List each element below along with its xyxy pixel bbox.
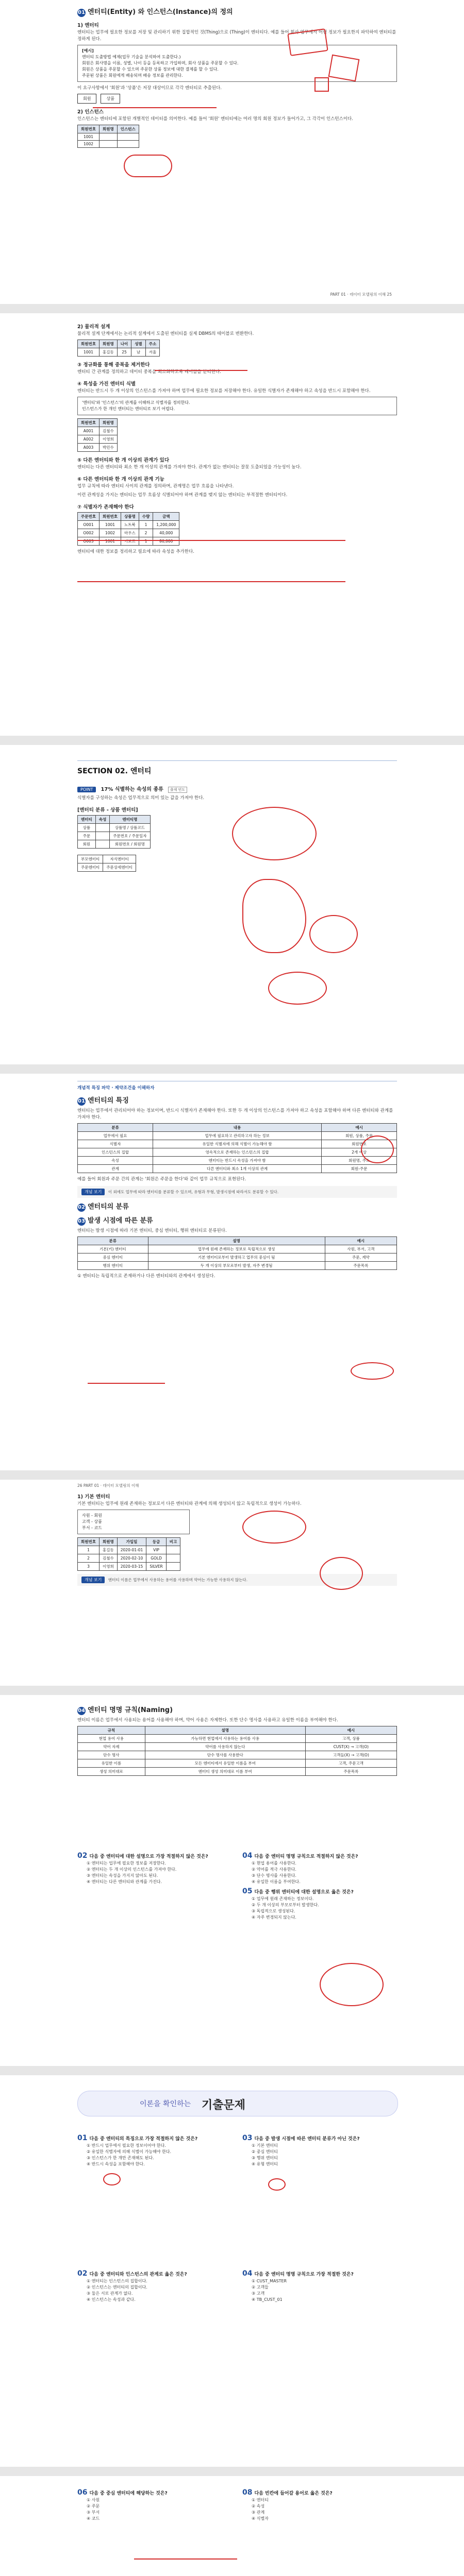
answer-option[interactable]: ① 엔터티는 업무에 필요한 정보를 저장한다.	[87, 1861, 166, 1866]
answer-option[interactable]: ② 엔터티는 두 개 이상의 인스턴스를 가져야 한다.	[87, 1867, 177, 1872]
answer-option[interactable]: ④ 자주 변경되지 않는다.	[252, 1915, 296, 1920]
circle-mark	[103, 2173, 121, 2185]
question: 05 다음 중 행위 엔터티에 대한 설명으로 옳은 것은? ① 업무에 원래 존재하는 정보이다. ② 두 개 이상의 부모로부터 발생한다. ③ 독립적으로 생성된다. ④ 자주 변경되지 않는다.	[242, 1888, 397, 1921]
question-column-right	[242, 2486, 397, 2576]
concept-note: 개념 보기 엔터티 이름은 업무에서 사용하는 용어를 사용하며 약어는 가능한 사용하지 않는다.	[77, 1574, 397, 1586]
answer-option[interactable]: ④ 코드	[87, 2516, 100, 2521]
page-1	[0, 0, 464, 304]
answer-option[interactable]: ④ 유일한 이름을 부여한다.	[252, 1879, 301, 1884]
underline-mark	[134, 2558, 237, 2560]
page-5	[0, 1480, 464, 1686]
question: 01 다음 중 엔터티의 특징으로 가장 적절하지 않은 것은? ① 반드시 업무에서 필요한 정보이어야 한다. ② 유일한 식별자에 의해 식별이 가능해야 한다. ③ 인스턴스가 한 개만 존재해도 된다. ④ 반드시 속성을 포함해야 한다.	[77, 2135, 232, 2167]
answer-option[interactable]: ④ 엔터티는 다른 엔터티와 관계를 가진다.	[87, 1879, 162, 1884]
paragraph: 엔터티는 반드시 두 개 이상의 인스턴스를 가져야 하며 업무에 필요한 정보를 저장해야 한다. 유일한 식별자가 존재해야 하고 속성을 반드시 포함해야 한다.	[77, 388, 371, 394]
section-heading: SECTION 02. 엔터티	[77, 767, 152, 775]
page-6	[0, 1695, 464, 2066]
page-gap	[0, 736, 464, 745]
answer-option[interactable]: ③ 행위 엔터티	[252, 2156, 278, 2160]
question-column-left	[77, 2486, 232, 2576]
subheading: [엔터티 분류 - 상품 엔터티]	[77, 807, 138, 813]
paragraph: 엔터티는 발생 시점에 따라 기본 엔터티, 중심 엔터티, 행위 엔터티로 분류된다.	[77, 1228, 227, 1233]
answer-option[interactable]: ③ 단수 명사를 사용한다.	[252, 1873, 296, 1878]
question: 02 다음 중 엔터티에 대한 설명으로 가장 적절하지 않은 것은? ① 엔터티는 업무에 필요한 정보를 저장한다. ② 엔터티는 두 개 이상의 인스턴스를 가져야 한다. ③ 엔터티는 속성을 가지지 않아도 된다. ④ 엔터티는 다른 엔터티와 관계를 가진다.	[77, 1853, 232, 1885]
table: 회원번호 회원명 나이 성별 주소 1001 홍길동 25 남 서울	[77, 340, 160, 357]
answer-option[interactable]: ④ 인스턴스는 속성과 같다.	[87, 2297, 136, 2302]
answer-option[interactable]: ② 인스턴스는 엔터티의 집합이다.	[87, 2285, 147, 2290]
question-column-left	[77, 2132, 232, 2306]
page-gap	[0, 1064, 464, 1074]
table: 회원번호 회원명 A001 김철수 A002 이영희 A003 박민수	[77, 418, 118, 452]
feature-table: 분류 내용 예시 업무에서 필요 업무에 필요하고 관리하고자 하는 정보 회원, 상품, 주문 식별자 유일한 식별자에 의해 식별이 가능해야 함 회원번호 인스턴스의 집합 영속적으로 존재하는 인스턴스의 집합 2개 이상 속성 엔터티는 반드시 속성을 가져야 함 회원명, 주소 관계 다른 엔터티와 최소 1개 이상의 관계 회원-주문	[77, 1123, 397, 1173]
circle-mark	[309, 915, 358, 953]
circle-mark	[320, 1963, 384, 2006]
paragraph: 엔터티는 다른 엔터티와 최소 한 개 이상의 관계를 가져야 한다. 관계가 없는 엔터티는 잘못 도출되었을 가능성이 높다.	[77, 465, 302, 470]
page-label: 26 PART 01 · 데이터 모델링의 이해	[77, 1483, 139, 1488]
section-title: 03 발생 시점에 따른 분류	[78, 1217, 153, 1225]
answer-option[interactable]: ② 두 개 이상의 부모로부터 발생한다.	[252, 1903, 319, 1907]
answer-option[interactable]: ① 사원	[87, 2498, 100, 2502]
section-title: 01 엔터티의 특징	[78, 1097, 129, 1105]
answer-option[interactable]: ③ 부서	[87, 2510, 100, 2515]
paragraph: 엔터티에 대한 정보를 정리하고 필요에 따라 속성을 추가한다.	[77, 549, 194, 554]
subheading: 1) 기본 엔터티	[77, 1494, 110, 1500]
naming-table: 규칙 설명 예시 현업 용어 사용 가능하면 현업에서 사용하는 용어를 사용 고객, 상품 약어 자제 약어를 사용하지 않는다 CUST(X) → 고객(O) 단수 명사 단수 명사를 사용한다 고객들(X) → 고객(O) 유일한 이름 모든 엔터티에서 유일한 이름을 부여 고객, 주문고객 생성 의미대로 엔터티 생성 의미대로 이름 부여 주문목록	[77, 1726, 397, 1776]
page-4	[0, 1074, 464, 1470]
underline-mark	[77, 540, 345, 541]
paragraph: 인스턴스는 엔터티에 포함된 개별적인 데이터를 의미한다. 예를 들어 '회원' 엔터티에는 여러 명의 회원 정보가 들어가고, 그 각각이 인스턴스이다.	[77, 116, 353, 122]
answer-option[interactable]: ② 중심 엔터티	[252, 2149, 278, 2154]
answer-option[interactable]: ④ 식별자	[252, 2516, 269, 2521]
subheading: ⑦ 식별자가 존재해야 한다	[77, 504, 134, 510]
subheading: 2) 인스턴스	[77, 109, 104, 115]
concept-note: 개념 보기 이 외에도 업무에 따라 엔터티를 분류할 수 있으며, 유형과 무형, 발생시점에 따라서도 분류할 수 있다.	[77, 1186, 397, 1198]
page-8	[0, 2476, 464, 2576]
subheading: 2) 물리적 설계	[77, 324, 110, 330]
page-gap	[0, 304, 464, 313]
question: 02 다음 중 엔터티와 인스턴스의 관계로 옳은 것은? ① 엔터티는 인스턴스의 집합이다. ② 인스턴스는 엔터티의 집합이다. ③ 둘은 서로 관계가 없다. ④ 인스턴스는 속성과 같다.	[77, 2270, 232, 2303]
circle-mark	[242, 879, 306, 953]
circle-mark	[361, 1136, 394, 1163]
question: 04 다음 중 엔터티 명명 규칙으로 적절하지 않은 것은? ① 현업 용어를 사용한다. ② 약어를 적극 사용한다. ③ 단수 명사를 사용한다. ④ 유일한 이름을 부여한다.	[242, 1853, 397, 1885]
paragraph: ① 엔터티는 독립적으로 존재하거나 다른 엔터티와의 관계에서 생성된다.	[77, 1274, 216, 1279]
point-row: POINT 17% 식별하는 속성의 종류 출제 빈도	[77, 783, 397, 793]
banner-line: 개념적 특징 파악 · 제약조건을 이해하자	[77, 1086, 155, 1091]
paragraph: 엔터티 이름은 업무에서 사용되는 용어를 사용해야 하며, 약어 사용은 자제한다. 또한 단수 명사를 사용하고 유일한 이름을 부여해야 한다.	[77, 1718, 338, 1723]
subheading: ⑤ 다른 엔터티와 한 개 이상의 관계가 있다	[77, 457, 170, 463]
answer-option[interactable]: ① CUST_MASTER	[252, 2279, 287, 2283]
paragraph: 이 요구사항에서 '회원'과 '상품'은 저장 대상이므로 각각 엔터티로 추출된다.	[77, 86, 222, 91]
answer-option[interactable]: ③ 둘은 서로 관계가 없다.	[87, 2291, 133, 2296]
circle-mark	[232, 807, 317, 860]
answer-option[interactable]: ② 유일한 식별자에 의해 식별이 가능해야 한다.	[87, 2149, 172, 2154]
circle-mark	[242, 1511, 306, 1544]
answer-option[interactable]: ② 주문	[87, 2504, 100, 2509]
answer-option[interactable]: ③ 독립적으로 생성된다.	[252, 1909, 295, 1913]
question: 08 다음 빈칸에 들어갈 용어로 옳은 것은? ① 엔터티 ② 속성 ③ 관계 ④ 식별자	[242, 2489, 397, 2522]
answer-option[interactable]: ① 엔터티	[252, 2498, 269, 2502]
example-box: [예시] 엔터티 도출방법 예제(업무 기술을 분석하여 도출한다.) 회원은 회사명을 이름, 성별, 나이 등을 등록하고 가입하며, 회사 상품을 주문할 수 있다. 회원은 상품을 주문할 수 있으며 주문한 상품 정보에 대한 결제를 할 수 있다. 주문된 상품은 회원에게 배송되며 배송 정보를 관리한다.	[77, 45, 397, 82]
circle-mark	[268, 2178, 286, 2191]
underline-mark	[155, 370, 247, 371]
answer-option[interactable]: ④ 유형 엔터티	[252, 2162, 278, 2166]
question-column-left	[77, 1850, 232, 1888]
paragraph: 이런 관계성을 가지는 엔터티는 업무 흐름상 식별되어야 하며 관계를 맺지 않는 엔터티는 부적절한 엔터티이다.	[77, 493, 288, 498]
subheading: ④ 특성을 가진 엔터티 식별	[77, 381, 136, 387]
table: 부모엔터티 자식엔터티 주문엔터티 주문상세엔터티	[77, 855, 136, 872]
question: 04 다음 중 엔터티 명명 규칙으로 가장 적절한 것은? ① CUST_MASTER ② 고객들 ③ 고객 ④ TB_CUST_01	[242, 2270, 397, 2303]
answer-option[interactable]: ③ 엔터티는 속성을 가지지 않아도 된다.	[87, 1873, 158, 1878]
page-gap	[0, 1686, 464, 1695]
question-column-right	[242, 2132, 397, 2306]
paragraph: 식별자를 구성하는 속성은 업무적으로 의미 있는 값을 가져야 한다.	[77, 795, 205, 801]
subheading: 1) 엔터티	[77, 23, 99, 28]
entity-boxes: 회원 상품	[77, 94, 397, 104]
paragraph: 물리적 설계 단계에서는 논리적 설계에서 도출된 엔터티를 실제 DBMS의 테이블로 변환한다.	[77, 331, 254, 336]
circle-mark	[320, 1557, 363, 1590]
table: 주문번호 회원번호 상품명 수량 금액 O001 1001 노트북 1 1,200,000 O002 1002 마우스 2 40,000 O003 1001 키보드 1 80,000	[77, 512, 179, 546]
classification-table: 분류 설명 예시 기본(키) 엔터티 업무에 원래 존재하는 정보로 독립적으로 생성 사원, 부서, 고객 중심 엔터티 기본 엔터티로부터 발생하고 업무의 중심이 됨 주문, 계약 행위 엔터티 두 개 이상의 부모로부터 발생, 자주 변경됨 주문목록	[77, 1236, 397, 1270]
section-title: 01 엔터티(Entity) 와 인스턴스(Instance)의 정의	[78, 8, 233, 16]
page-7	[0, 2075, 464, 2467]
underline-mark	[93, 107, 217, 108]
answer-option[interactable]: ② 고객들	[252, 2285, 269, 2290]
page-gap	[0, 2066, 464, 2075]
list-box: 사원 - 회원 고객 - 상품 부서 - 코드	[77, 1510, 190, 1534]
question: 06 다음 중 중심 엔터티에 해당하는 것은? ① 사원 ② 주문 ③ 부서 ④ 코드	[77, 2489, 232, 2522]
paragraph: 업무 규칙에 따라 엔터티 사이의 관계를 정의하며, 관계명은 업무 흐름을 나타낸다.	[77, 484, 234, 489]
answer-option[interactable]: ② 약어를 적극 사용한다.	[252, 1867, 296, 1872]
answer-option[interactable]: ① 업무에 원래 존재하는 정보이다.	[252, 1896, 314, 1901]
answer-option[interactable]: ② 속성	[252, 2504, 265, 2509]
circle-mark	[124, 155, 172, 177]
table: 회원번호 회원명 가입일 등급 비고 1 홍길동 2020-01-01 VIP 2 김철수 2020-02-10 GOLD 3 이영희 2020-03-15 SILVER	[77, 1537, 180, 1571]
answer-option[interactable]: ① 기본 엔터티	[252, 2143, 278, 2148]
answer-option[interactable]: ④ 반드시 속성을 포함해야 한다.	[87, 2162, 145, 2166]
answer-option[interactable]: ① 현업 용어를 사용한다.	[252, 1861, 296, 1866]
answer-option[interactable]: ③ 고객	[252, 2291, 265, 2296]
underline-mark	[88, 1383, 165, 1384]
paragraph: 엔터티 간 관계를 정의하고 데이터 중복을 최소화하도록 테이블을 분리한다.	[77, 369, 221, 375]
section-title: 02 엔터티의 분류	[78, 1203, 129, 1211]
question: 03 다음 중 발생 시점에 따른 엔터티 분류가 아닌 것은? ① 기본 엔터티 ② 중심 엔터티 ③ 행위 엔터티 ④ 유형 엔터티	[242, 2135, 397, 2167]
page-number: PART 01 · 데이터 모델링의 이해 25	[330, 292, 392, 297]
paragraph: 엔터티는 업무에 필요한 정보를 저장 및 관리하기 위한 집합적인 것(Thing)으로 (Thing)이 엔터티다. 예를 들어 회사 업무에서 어떤 정보가 필요한지 파악하여 엔터티를 정하게 된다.	[77, 30, 396, 42]
subheading: ③ 정규화를 통해 중복을 제거한다	[77, 362, 150, 368]
paragraph: 엔터티는 업무에서 관리되어야 하는 정보이며, 반드시 식별자가 존재해야 한다. 또한 두 개 이상의 인스턴스를 가져야 하고 속성을 포함해야 하며 다른 엔터티와 관계를 가져야 한다.	[77, 1108, 393, 1120]
divider	[77, 760, 397, 761]
circle-mark	[268, 972, 327, 1005]
info-box: '엔터티'와 '인스턴스'의 관계를 이해하고 식별자를 정의한다. 인스턴스가 한 개인 엔터티는 엔터티로 보기 어렵다.	[77, 397, 397, 415]
paragraph: 예를 들어 회원과 주문 간의 관계는 '회원은 주문을 한다'와 같이 업무 규칙으로 표현된다.	[77, 1177, 246, 1182]
question-column-right	[242, 1850, 397, 1924]
answer-option[interactable]: ① 엔터티는 인스턴스의 집합이다.	[87, 2279, 147, 2283]
exam-banner: 이론을 확인하는 기출문제	[77, 2091, 398, 2116]
answer-option[interactable]: ① 반드시 업무에서 필요한 정보이어야 한다.	[87, 2143, 166, 2148]
circle-mark	[351, 1362, 394, 1380]
page-2	[0, 313, 464, 736]
underline-mark	[77, 581, 345, 582]
table: 엔터티 속성 엔터티명 상품 상품명 / 상품코드 주문 주문번호 / 주문일자 회원 회원번호 / 회원명	[77, 815, 151, 849]
instance-table: 회원번호 회원명 인스턴스 1001 1002	[77, 125, 139, 148]
subheading: ⑥ 다른 엔터티와 한 개 이상의 관계 기능	[77, 477, 164, 482]
page-gap	[0, 1470, 464, 1480]
answer-option[interactable]: ③ 관계	[252, 2510, 265, 2515]
paragraph: 기본 엔터티는 업무에 원래 존재하는 정보로서 다른 엔터티와 관계에 의해 생성되지 않고 독립적으로 생성이 가능하다.	[77, 1501, 302, 1506]
section-title: 04 엔터티 명명 규칙(Naming)	[78, 1706, 173, 1714]
answer-option[interactable]: ③ 인스턴스가 한 개만 존재해도 된다.	[87, 2156, 154, 2160]
handwriting-box	[314, 77, 329, 92]
page-3	[0, 745, 464, 1064]
answer-option[interactable]: ④ TB_CUST_01	[252, 2297, 283, 2302]
page-gap	[0, 2467, 464, 2476]
handwriting-box	[328, 55, 360, 82]
